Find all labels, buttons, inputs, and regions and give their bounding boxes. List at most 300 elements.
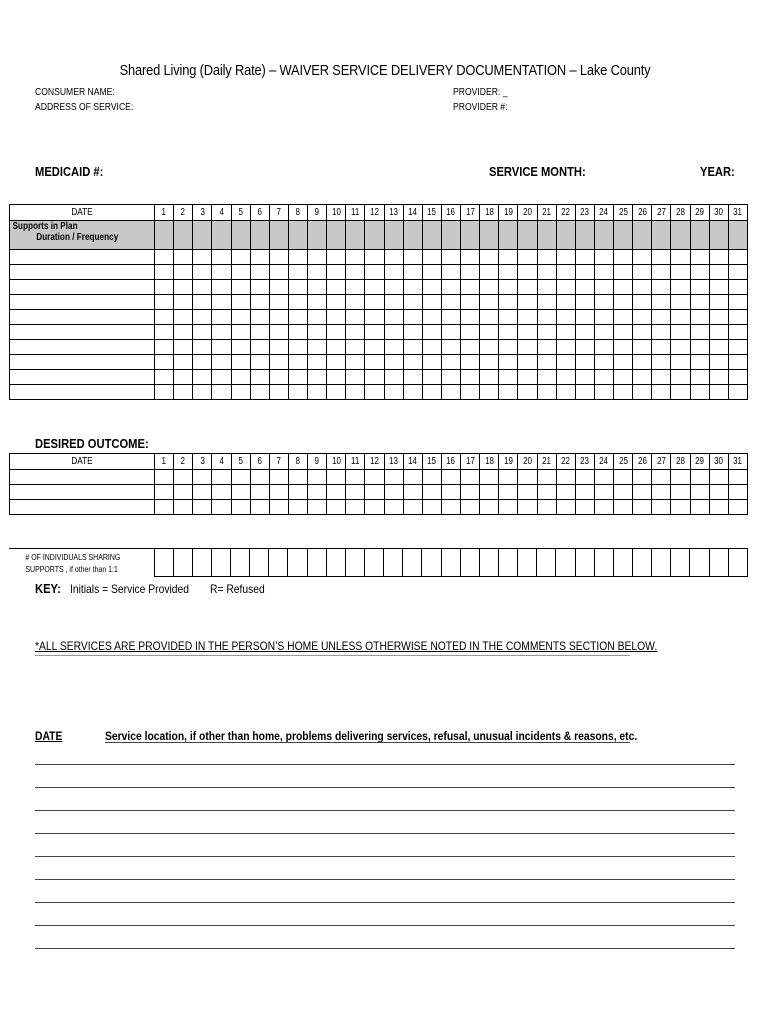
day-cell[interactable] [288,310,307,325]
day-cell[interactable] [690,310,709,325]
day-cell[interactable] [461,310,480,325]
day-cell[interactable] [231,250,250,265]
day-cell[interactable] [231,370,250,385]
row-label-cell[interactable] [10,265,155,280]
day-cell[interactable] [728,385,747,400]
day-cell[interactable] [709,385,728,400]
day-cell[interactable] [690,250,709,265]
day-cell[interactable] [499,325,518,340]
day-cell[interactable] [575,370,594,385]
day-cell[interactable] [480,325,499,340]
day-cell[interactable] [518,385,537,400]
day-cell[interactable] [327,500,346,515]
day-cell[interactable] [709,485,728,500]
day-cell[interactable] [365,325,384,340]
day-cell[interactable] [518,485,537,500]
day-cell[interactable] [422,470,441,485]
day-cell[interactable] [633,549,652,577]
day-cell[interactable] [652,385,671,400]
day-cell[interactable] [461,221,480,250]
day-cell[interactable] [728,500,747,515]
day-cell[interactable] [537,295,556,310]
day-cell[interactable] [441,340,460,355]
day-cell[interactable] [461,470,480,485]
day-cell[interactable] [594,221,613,250]
day-cell[interactable] [365,310,384,325]
day-cell[interactable] [308,280,327,295]
day-cell[interactable] [155,325,174,340]
day-cell[interactable] [269,250,288,265]
day-cell[interactable] [671,340,690,355]
day-cell[interactable] [193,280,212,295]
day-cell[interactable] [614,280,633,295]
day-cell[interactable] [212,295,231,310]
day-cell[interactable] [614,355,633,370]
day-cell[interactable] [231,485,250,500]
day-cell[interactable] [174,485,193,500]
day-cell[interactable] [499,485,518,500]
day-cell[interactable] [422,280,441,295]
day-cell[interactable] [460,549,479,577]
day-cell[interactable] [614,485,633,500]
day-cell[interactable] [556,325,575,340]
day-cell[interactable] [269,310,288,325]
day-cell[interactable] [709,355,728,370]
day-cell[interactable] [709,295,728,310]
comment-line[interactable] [35,833,735,834]
day-cell[interactable] [499,549,518,577]
day-cell[interactable] [671,500,690,515]
day-cell[interactable] [537,370,556,385]
day-cell[interactable] [212,280,231,295]
day-cell[interactable] [384,280,403,295]
day-cell[interactable] [365,370,384,385]
day-cell[interactable] [709,221,728,250]
day-cell[interactable] [652,295,671,310]
day-cell[interactable] [174,250,193,265]
day-cell[interactable] [499,470,518,485]
day-cell[interactable] [537,549,556,577]
day-cell[interactable] [633,485,652,500]
day-cell[interactable] [556,295,575,310]
day-cell[interactable] [327,385,346,400]
day-cell[interactable] [441,250,460,265]
day-cell[interactable] [671,265,690,280]
day-cell[interactable] [690,549,709,577]
day-cell[interactable] [346,280,365,295]
day-cell[interactable] [690,385,709,400]
day-cell[interactable] [193,265,212,280]
day-cell[interactable] [690,500,709,515]
day-cell[interactable] [346,310,365,325]
day-cell[interactable] [212,355,231,370]
day-cell[interactable] [633,325,652,340]
day-cell[interactable] [250,250,269,265]
day-cell[interactable] [384,325,403,340]
day-cell[interactable] [652,280,671,295]
day-cell[interactable] [288,370,307,385]
day-cell[interactable] [461,370,480,385]
day-cell[interactable] [269,280,288,295]
day-cell[interactable] [288,221,307,250]
day-cell[interactable] [269,385,288,400]
day-cell[interactable] [499,250,518,265]
day-cell[interactable] [308,385,327,400]
day-cell[interactable] [308,295,327,310]
day-cell[interactable] [231,325,250,340]
day-cell[interactable] [537,340,556,355]
day-cell[interactable] [633,355,652,370]
row-label-cell[interactable] [10,325,155,340]
day-cell[interactable] [575,470,594,485]
row-label-cell[interactable] [10,500,155,515]
day-cell[interactable] [308,221,327,250]
day-cell[interactable] [422,295,441,310]
day-cell[interactable] [212,310,231,325]
day-cell[interactable] [327,485,346,500]
day-cell[interactable] [728,310,747,325]
day-cell[interactable] [709,280,728,295]
day-cell[interactable] [709,470,728,485]
day-cell[interactable] [250,280,269,295]
day-cell[interactable] [652,325,671,340]
day-cell[interactable] [365,470,384,485]
day-cell[interactable] [690,485,709,500]
day-cell[interactable] [594,485,613,500]
day-cell[interactable] [269,470,288,485]
day-cell[interactable] [346,265,365,280]
day-cell[interactable] [690,340,709,355]
day-cell[interactable] [346,355,365,370]
day-cell[interactable] [327,265,346,280]
day-cell[interactable] [633,265,652,280]
day-cell[interactable] [499,355,518,370]
day-cell[interactable] [231,221,250,250]
day-cell[interactable] [403,221,422,250]
day-cell[interactable] [403,385,422,400]
day-cell[interactable] [345,549,364,577]
day-cell[interactable] [499,295,518,310]
day-cell[interactable] [327,470,346,485]
day-cell[interactable] [155,250,174,265]
day-cell[interactable] [212,265,231,280]
day-cell[interactable] [480,265,499,280]
day-cell[interactable] [212,325,231,340]
day-cell[interactable] [365,549,384,577]
day-cell[interactable] [173,549,192,577]
day-cell[interactable] [461,265,480,280]
day-cell[interactable] [441,280,460,295]
day-cell[interactable] [690,470,709,485]
day-cell[interactable] [403,250,422,265]
day-cell[interactable] [403,325,422,340]
day-cell[interactable] [174,340,193,355]
day-cell[interactable] [575,355,594,370]
day-cell[interactable] [174,355,193,370]
day-cell[interactable] [728,295,747,310]
day-cell[interactable] [193,221,212,250]
day-cell[interactable] [633,221,652,250]
day-cell[interactable] [614,295,633,310]
day-cell[interactable] [441,221,460,250]
day-cell[interactable] [518,470,537,485]
day-cell[interactable] [365,385,384,400]
day-cell[interactable] [537,500,556,515]
day-cell[interactable] [441,295,460,310]
day-cell[interactable] [155,221,174,250]
comment-line[interactable] [35,879,735,880]
day-cell[interactable] [308,265,327,280]
day-cell[interactable] [461,295,480,310]
day-cell[interactable] [155,500,174,515]
day-cell[interactable] [365,355,384,370]
day-cell[interactable] [537,265,556,280]
day-cell[interactable] [728,549,747,577]
day-cell[interactable] [250,500,269,515]
day-cell[interactable] [250,370,269,385]
day-cell[interactable] [327,325,346,340]
day-cell[interactable] [308,470,327,485]
day-cell[interactable] [633,385,652,400]
day-cell[interactable] [575,280,594,295]
day-cell[interactable] [728,355,747,370]
day-cell[interactable] [671,370,690,385]
day-cell[interactable] [614,325,633,340]
day-cell[interactable] [327,370,346,385]
day-cell[interactable] [671,250,690,265]
day-cell[interactable] [155,310,174,325]
day-cell[interactable] [614,470,633,485]
day-cell[interactable] [288,340,307,355]
day-cell[interactable] [422,485,441,500]
day-cell[interactable] [384,470,403,485]
day-cell[interactable] [537,221,556,250]
row-label-cell[interactable] [10,485,155,500]
day-cell[interactable] [384,370,403,385]
day-cell[interactable] [212,250,231,265]
day-cell[interactable] [384,485,403,500]
day-cell[interactable] [327,221,346,250]
day-cell[interactable] [652,310,671,325]
day-cell[interactable] [690,295,709,310]
day-cell[interactable] [193,485,212,500]
day-cell[interactable] [614,250,633,265]
day-cell[interactable] [690,280,709,295]
day-cell[interactable] [614,370,633,385]
day-cell[interactable] [155,295,174,310]
day-cell[interactable] [518,549,537,577]
day-cell[interactable] [556,470,575,485]
day-cell[interactable] [633,500,652,515]
day-cell[interactable] [269,549,288,577]
day-cell[interactable] [327,250,346,265]
day-cell[interactable] [518,265,537,280]
day-cell[interactable] [365,295,384,310]
day-cell[interactable] [327,340,346,355]
day-cell[interactable] [709,370,728,385]
day-cell[interactable] [671,295,690,310]
day-cell[interactable] [422,265,441,280]
day-cell[interactable] [155,485,174,500]
day-cell[interactable] [709,265,728,280]
day-cell[interactable] [480,500,499,515]
day-cell[interactable] [250,485,269,500]
day-cell[interactable] [346,485,365,500]
day-cell[interactable] [537,355,556,370]
day-cell[interactable] [728,370,747,385]
day-cell[interactable] [652,470,671,485]
day-cell[interactable] [652,221,671,250]
day-cell[interactable] [231,385,250,400]
day-cell[interactable] [518,340,537,355]
day-cell[interactable] [346,340,365,355]
row-label-cell[interactable] [10,385,155,400]
comment-line[interactable] [35,948,735,949]
day-cell[interactable] [518,500,537,515]
day-cell[interactable] [499,280,518,295]
day-cell[interactable] [614,385,633,400]
day-cell[interactable] [461,340,480,355]
day-cell[interactable] [575,295,594,310]
day-cell[interactable] [288,485,307,500]
day-cell[interactable] [384,355,403,370]
day-cell[interactable] [480,385,499,400]
day-cell[interactable] [192,549,211,577]
day-cell[interactable] [556,310,575,325]
day-cell[interactable] [537,485,556,500]
day-cell[interactable] [365,485,384,500]
day-cell[interactable] [690,265,709,280]
day-cell[interactable] [480,340,499,355]
day-cell[interactable] [633,470,652,485]
day-cell[interactable] [614,265,633,280]
day-cell[interactable] [231,549,250,577]
day-cell[interactable] [728,340,747,355]
day-cell[interactable] [365,250,384,265]
day-cell[interactable] [518,355,537,370]
day-cell[interactable] [441,485,460,500]
day-cell[interactable] [422,549,441,577]
day-cell[interactable] [384,295,403,310]
day-cell[interactable] [231,340,250,355]
day-cell[interactable] [594,280,613,295]
day-cell[interactable] [556,549,575,577]
day-cell[interactable] [365,265,384,280]
day-cell[interactable] [384,549,403,577]
day-cell[interactable] [518,221,537,250]
day-cell[interactable] [518,295,537,310]
day-cell[interactable] [537,280,556,295]
day-cell[interactable] [308,370,327,385]
day-cell[interactable] [231,265,250,280]
day-cell[interactable] [556,221,575,250]
day-cell[interactable] [346,325,365,340]
day-cell[interactable] [652,485,671,500]
day-cell[interactable] [709,310,728,325]
day-cell[interactable] [193,310,212,325]
day-cell[interactable] [422,250,441,265]
day-cell[interactable] [231,355,250,370]
comment-line[interactable] [35,810,735,811]
day-cell[interactable] [288,355,307,370]
day-cell[interactable] [154,549,173,577]
comment-line[interactable] [35,787,735,788]
day-cell[interactable] [307,549,326,577]
day-cell[interactable] [480,355,499,370]
day-cell[interactable] [575,325,594,340]
day-cell[interactable] [499,500,518,515]
day-cell[interactable] [499,310,518,325]
day-cell[interactable] [211,549,230,577]
row-label-cell[interactable] [10,370,155,385]
day-cell[interactable] [575,385,594,400]
day-cell[interactable] [499,265,518,280]
day-cell[interactable] [155,280,174,295]
day-cell[interactable] [671,355,690,370]
day-cell[interactable] [346,470,365,485]
day-cell[interactable] [288,549,307,577]
day-cell[interactable] [537,310,556,325]
row-label-cell[interactable] [10,280,155,295]
day-cell[interactable] [155,385,174,400]
day-cell[interactable] [633,280,652,295]
day-cell[interactable] [250,385,269,400]
day-cell[interactable] [231,295,250,310]
day-cell[interactable] [250,549,269,577]
day-cell[interactable] [690,325,709,340]
day-cell[interactable] [671,485,690,500]
day-cell[interactable] [403,485,422,500]
day-cell[interactable] [250,221,269,250]
comment-line[interactable] [35,925,735,926]
day-cell[interactable] [652,340,671,355]
day-cell[interactable] [174,470,193,485]
day-cell[interactable] [288,500,307,515]
day-cell[interactable] [422,340,441,355]
day-cell[interactable] [652,549,671,577]
day-cell[interactable] [480,221,499,250]
day-cell[interactable] [308,310,327,325]
day-cell[interactable] [403,355,422,370]
day-cell[interactable] [728,470,747,485]
day-cell[interactable] [269,340,288,355]
day-cell[interactable] [308,340,327,355]
day-cell[interactable] [193,325,212,340]
day-cell[interactable] [441,470,460,485]
day-cell[interactable] [212,485,231,500]
day-cell[interactable] [288,385,307,400]
day-cell[interactable] [652,500,671,515]
day-cell[interactable] [212,340,231,355]
day-cell[interactable] [250,265,269,280]
day-cell[interactable] [671,280,690,295]
day-cell[interactable] [671,325,690,340]
day-cell[interactable] [250,470,269,485]
day-cell[interactable] [384,250,403,265]
day-cell[interactable] [193,355,212,370]
day-cell[interactable] [461,250,480,265]
day-cell[interactable] [212,500,231,515]
day-cell[interactable] [231,310,250,325]
day-cell[interactable] [193,295,212,310]
day-cell[interactable] [499,221,518,250]
day-cell[interactable] [575,340,594,355]
day-cell[interactable] [556,385,575,400]
day-cell[interactable] [308,485,327,500]
day-cell[interactable] [594,310,613,325]
day-cell[interactable] [155,340,174,355]
row-label-cell[interactable] [10,295,155,310]
